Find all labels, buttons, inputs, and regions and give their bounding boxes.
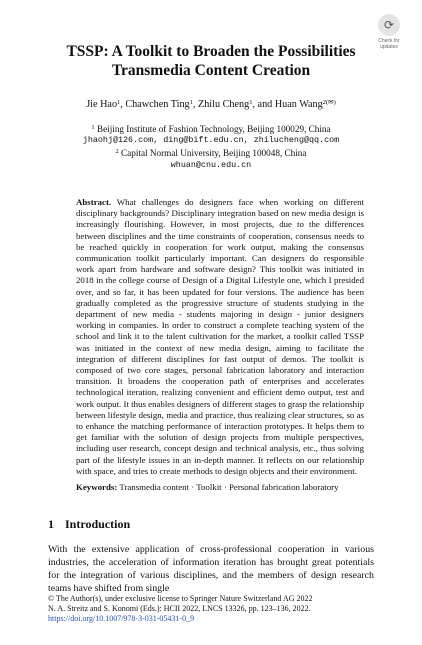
keywords-text: Transmedia content · Toolkit · Personal fabrication laboratory <box>119 482 339 492</box>
affiliation-1-text: Beijing Institute of Fashion Technology, Beijing 100029, China <box>96 124 331 134</box>
badge-line1: Check for <box>378 38 400 44</box>
author-separator: , <box>120 99 126 110</box>
citation-line: N. A. Streitz and S. Konomi (Eds.): HCII 2022, LNCS 13326, pp. 123–136, 2022. <box>48 604 311 613</box>
author-name: Jie Hao <box>86 99 118 110</box>
author-separator: , <box>192 99 198 110</box>
intro-paragraph: With the extensive application of cross-professional cooperation in various industries, the acceleration of information iteration has brought great potentials for the integration of various disciplines, and the members of design research teams have shifted from single <box>48 544 374 594</box>
abstract-text: What challenges do designers face when working on different disciplinary backgrounds? Disciplinary integration based on new media design is increasingly flourishing. However, in most projects, due to the differences between disciplines and the time constraints of cooperation, consensus needs to be reached quickly in cooperation for work output, making the consensus communication toolkit particularly important. Can designers do responsible work apart from hardware and software design? This toolkit was initiated in 2018 in the college course of Design of a Digital Lifestyle one, which I presided over, and so far, it has been updated for four versions. The audience has been gradually completed as the progressive structure of students studying in the department of new media - students majoring in design - junior designers working in companies. In order to construct a complete teaching system of the school and link it to the talent cultivation for the market, a toolkit called TSSP was initiated in the context of new media design, aiming to facilitate the integration of different disciplines for fast output of demos. The toolkit is composed of two core stages, personal fabrication laboratory and interaction transition. It broadens the cooperation path of enterprises and accelerates technological iteration, realizing convenient and efficient demo output, test and work output. It thus enables designers of different stages to grasp the relationship between lifestyle design, media and practice, thus realizing clear structures, so as to enhance the matching performance of interaction prototypes. It helps them to get familiar with the solution of design projects from multiple perspectives, including user research, concept design and technical analysis, etc., thus solving part of the lifestyle issues in an in-depth manner. It reflects on our relationship with space, and tries to create methods to design objects and their environment. <box>76 197 364 476</box>
title-line-2: Transmedia Content Creation <box>111 62 311 79</box>
affiliation-1 <box>40 122 382 135</box>
title-line-1: TSSP: A Toolkit to Broaden the Possibilities <box>66 43 356 60</box>
author-affiliation-mark: 1 <box>117 99 121 106</box>
section-title: Introduction <box>65 517 131 531</box>
author-list <box>30 96 392 111</box>
affiliation-1-emails[interactable]: jhaohj@126.com, ding@bift.edu.cn, zhilucheng@qq.com <box>82 135 340 146</box>
author-name: Huan Wang <box>274 99 323 110</box>
affiliation-2-email[interactable]: whuan@cnu.edu.cn <box>170 159 252 170</box>
abstract <box>76 197 364 477</box>
keywords <box>76 482 364 493</box>
author-affiliation-mark: 2(✉) <box>322 99 336 106</box>
author-separator: , and <box>252 99 275 110</box>
author-name: Chawchen Ting <box>125 99 190 110</box>
section-heading <box>48 517 130 532</box>
affiliations <box>40 122 382 171</box>
refresh-icon: ⟳ <box>378 14 400 36</box>
paper-title <box>40 42 382 80</box>
author-affiliation-mark: 1 <box>189 99 193 106</box>
affiliation-2 <box>40 146 382 159</box>
copyright-footer <box>48 594 374 624</box>
keywords-label: Keywords: <box>76 482 118 492</box>
section-number: 1 <box>48 517 54 531</box>
abstract-label: Abstract. <box>76 197 112 207</box>
author-affiliation-mark: 1 <box>249 99 253 106</box>
affiliation-number: 2 <box>115 148 119 156</box>
author-name: Zhilu Cheng <box>197 99 250 110</box>
badge-line2: updates <box>380 44 398 50</box>
doi-link[interactable]: https://doi.org/10.1007/978-3-031-05431-0_9 <box>48 614 195 623</box>
affiliation-number: 1 <box>91 124 95 131</box>
affiliation-2-text: Capital Normal University, Beijing 100048, China <box>121 148 307 159</box>
copyright-line: © The Author(s), under exclusive license to Springer Nature Switzerland AG 2022 <box>48 594 313 603</box>
